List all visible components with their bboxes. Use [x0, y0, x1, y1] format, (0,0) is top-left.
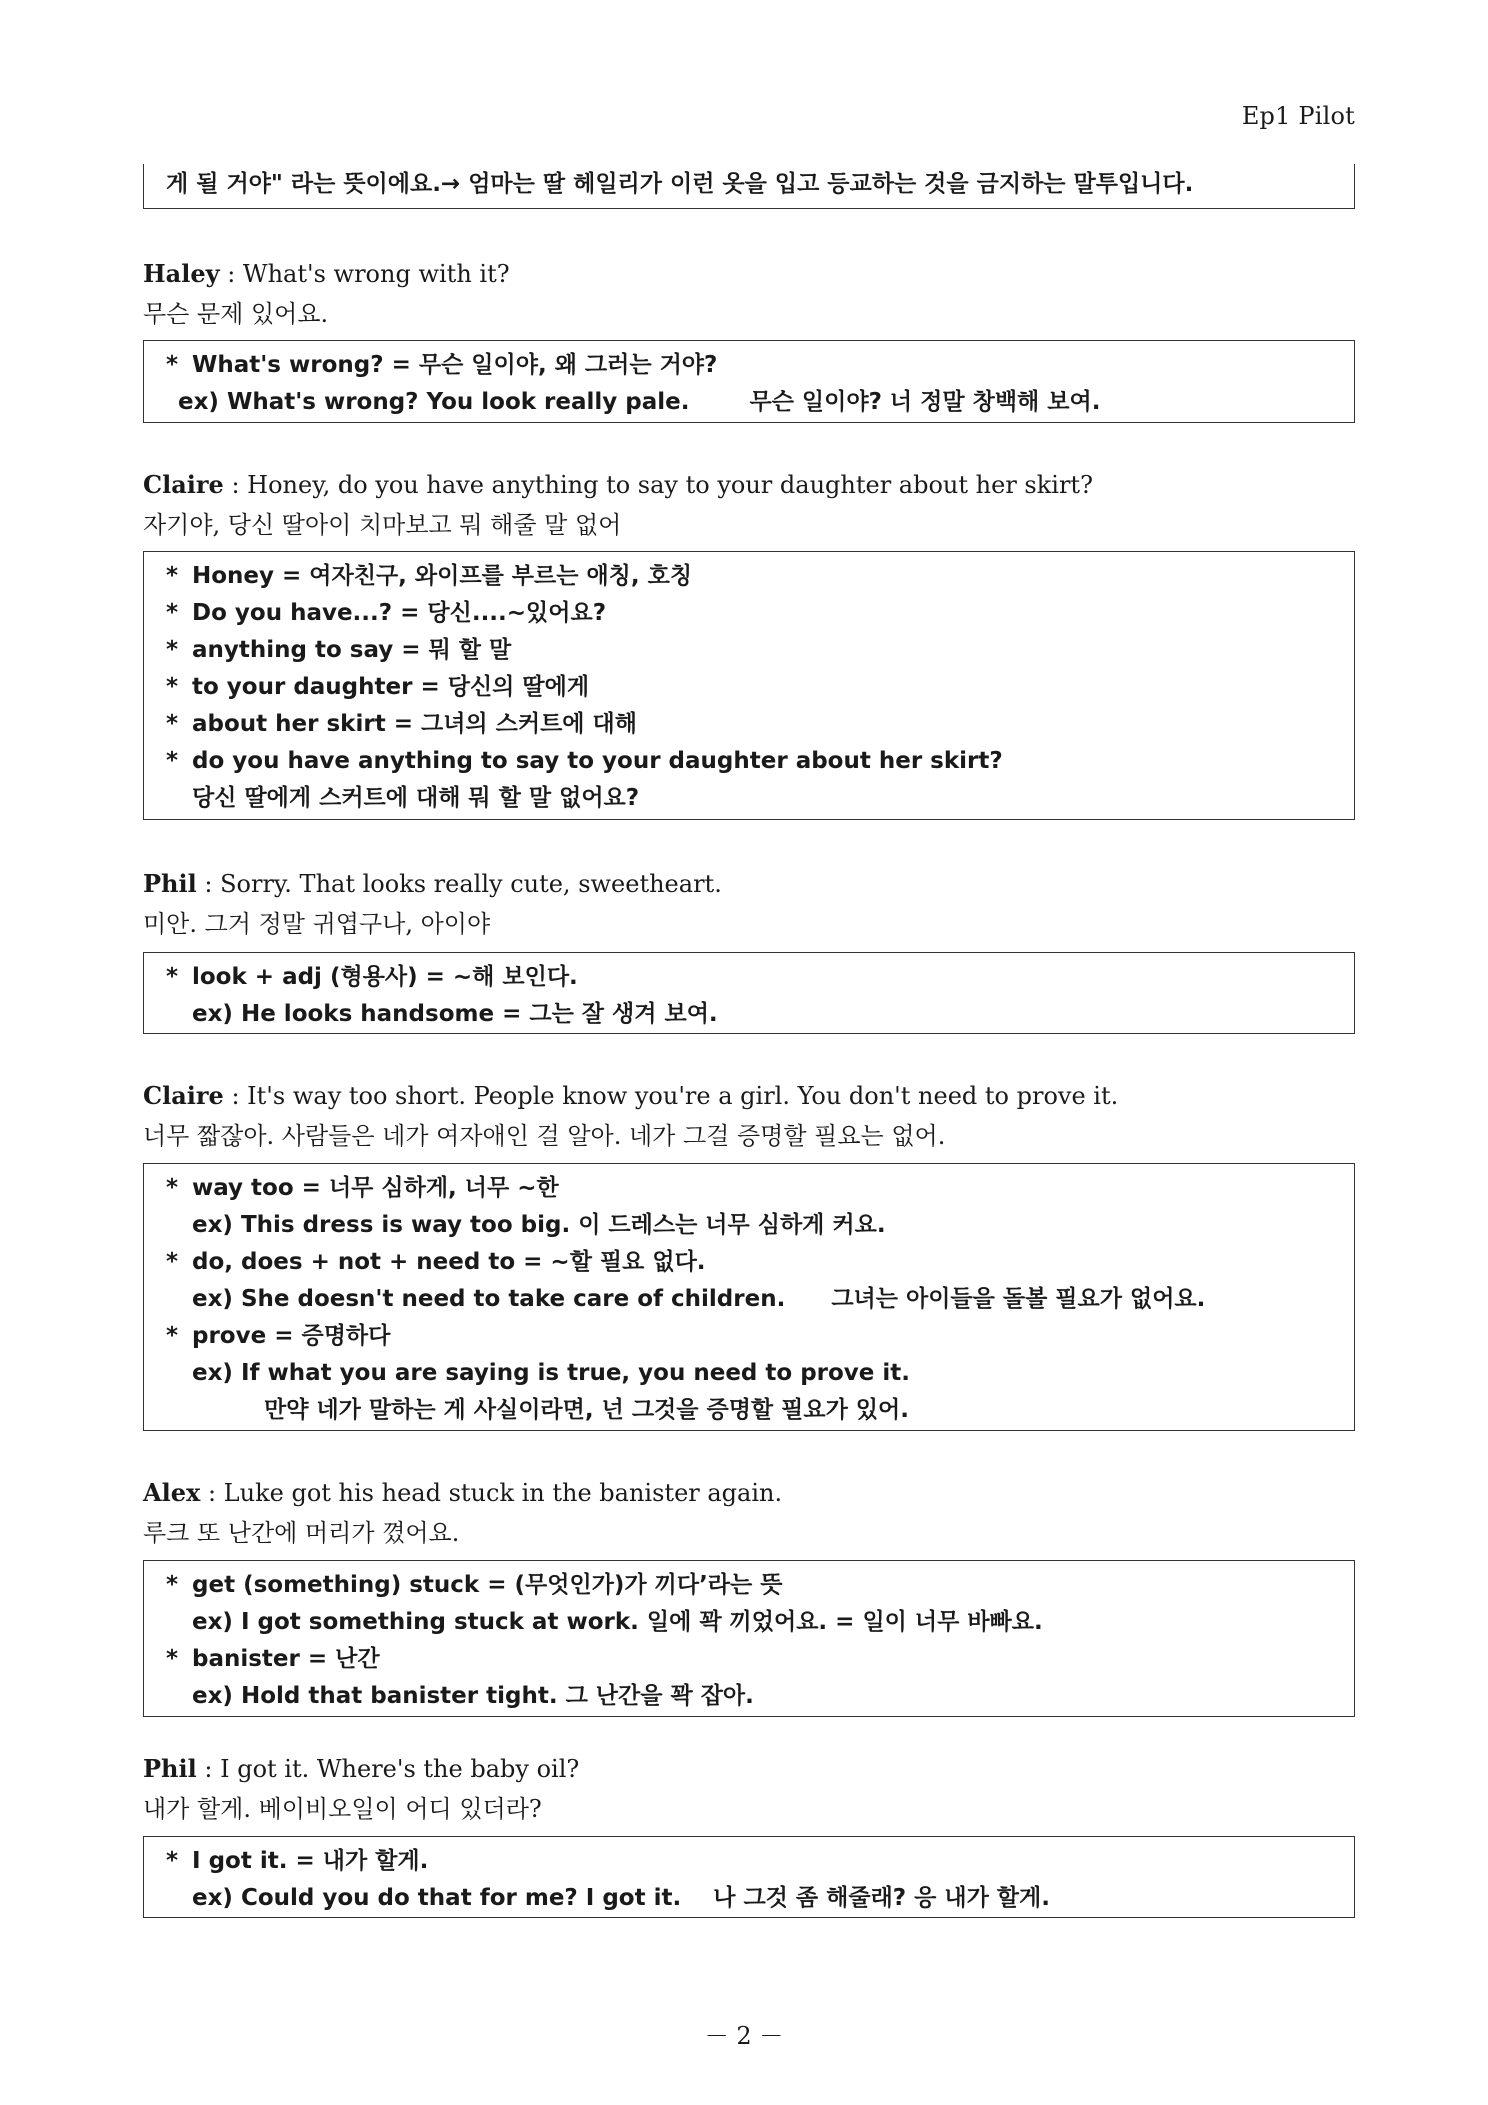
note-box: [143, 1836, 1355, 1918]
english-line: : Sorry. That looks really cute, sweetheart.: [204, 870, 722, 898]
note-line: * do, does + not + need to = ~할 필요 없다.: [166, 1249, 706, 1275]
note-line: * Honey = 여자친구, 와이프를 부르는 애칭, 호칭: [166, 563, 693, 589]
note-box: [143, 551, 1355, 820]
speaker-name: Haley: [143, 259, 220, 288]
note-line: * What's wrong? = 무슨 일이야, 왜 그러는 거야?: [166, 352, 718, 378]
note-example: ex) Hold that banister tight. 그 난간을 꽉 잡아.: [192, 1683, 754, 1709]
english-line: : I got it. Where's the baby oil?: [204, 1755, 580, 1783]
note-example: ex) I got something stuck at work. 일에 꽉 끼었어요. = 일이 너무 바빠요.: [192, 1609, 1043, 1635]
note-line: * I got it. = 내가 할게.: [166, 1848, 429, 1874]
note-example: ex) She doesn't need to take care of children. 그녀는 아이들을 돌볼 필요가 없어요.: [192, 1286, 1206, 1312]
note-example: ex) This dress is way too big. 이 드레스는 너무 심하게 커요.: [192, 1212, 886, 1238]
note-line: * anything to say = 뭐 할 말: [166, 637, 512, 663]
korean-line: 무슨 문제 있어요.: [143, 300, 329, 328]
speaker-name: Phil: [143, 869, 197, 898]
english-line: : Honey, do you have anything to say to your daughter about her skirt?: [231, 471, 1093, 499]
korean-line: 내가 할게. 베이비오일이 어디 있더라?: [143, 1795, 542, 1823]
note-line: 게 될 거야" 라는 뜻이에요.→ 엄마는 딸 헤일리가 이런 옷을 입고 등교하는 것을 금지하는 말투입니다.: [166, 171, 1194, 197]
note-example: ex) Could you do that for me? I got it. 나 그것 좀 해줄래? 응 내가 할게.: [192, 1885, 1050, 1911]
english-line: : It's way too short. People know you're a girl. You don't need to prove it.: [231, 1082, 1119, 1110]
note-example: ex) He looks handsome = 그는 잘 생겨 보여.: [192, 1001, 718, 1027]
page-header: Ep1 Pilot: [1241, 102, 1355, 130]
speaker-name: Claire: [143, 1081, 224, 1110]
note-line: * banister = 난간: [166, 1646, 380, 1672]
korean-line: 미안. 그거 정말 귀엽구나, 아이야: [143, 910, 491, 938]
note-translation: 만약 네가 말하는 게 사실이라면, 넌 그것을 증명할 필요가 있어.: [264, 1397, 909, 1423]
dialogue-line: [143, 1473, 782, 1513]
note-line: * do you have anything to say to your daughter about her skirt?: [166, 748, 1003, 774]
dialogue-line: [143, 465, 1093, 505]
note-box: [143, 1560, 1355, 1717]
korean-line: 너무 짧잖아. 사람들은 네가 여자애인 걸 알아. 네가 그걸 증명할 필요는 없어.: [143, 1122, 946, 1150]
speaker-name: Phil: [143, 1754, 197, 1783]
korean-line: 자기야, 당신 딸아이 치마보고 뭐 해줄 말 없어: [143, 511, 622, 539]
note-line: * about her skirt = 그녀의 스커트에 대해: [166, 711, 637, 737]
english-line: : What's wrong with it?: [227, 260, 510, 288]
speaker-name: Claire: [143, 470, 224, 499]
note-example: ex) What's wrong? You look really pale. 무슨 일이야? 너 정말 창백해 보여.: [178, 389, 1101, 415]
note-example: ex) If what you are saying is true, you need to prove it.: [192, 1360, 911, 1386]
note-line: * to your daughter = 당신의 딸에게: [166, 674, 590, 700]
note-line: * prove = 증명하다: [166, 1323, 391, 1349]
note-box: [143, 1163, 1355, 1431]
note-line: * way too = 너무 심하게, 너무 ~한: [166, 1175, 559, 1201]
note-box: [143, 952, 1355, 1034]
note-box: [143, 340, 1355, 423]
speaker-name: Alex: [143, 1478, 201, 1507]
page-number: － 2 －: [704, 2022, 784, 2050]
dialogue-line: [143, 254, 510, 294]
english-line: : Luke got his head stuck in the banister again.: [207, 1479, 783, 1507]
continued-note-box: [143, 164, 1355, 209]
note-line: * Do you have...? = 당신....~있어요?: [166, 600, 607, 626]
dialogue-line: [143, 1076, 1118, 1116]
note-line: * look + adj (형용사) = ~해 보인다.: [166, 964, 578, 990]
dialogue-line: [143, 1749, 579, 1789]
dialogue-line: [143, 864, 722, 904]
korean-line: 루크 또 난간에 머리가 꼈어요.: [143, 1519, 460, 1547]
note-line: * get (something) stuck = (무엇인가)가 끼다’라는 뜻: [166, 1572, 783, 1598]
note-translation: 당신 딸에게 스커트에 대해 뭐 할 말 없어요?: [192, 785, 640, 811]
